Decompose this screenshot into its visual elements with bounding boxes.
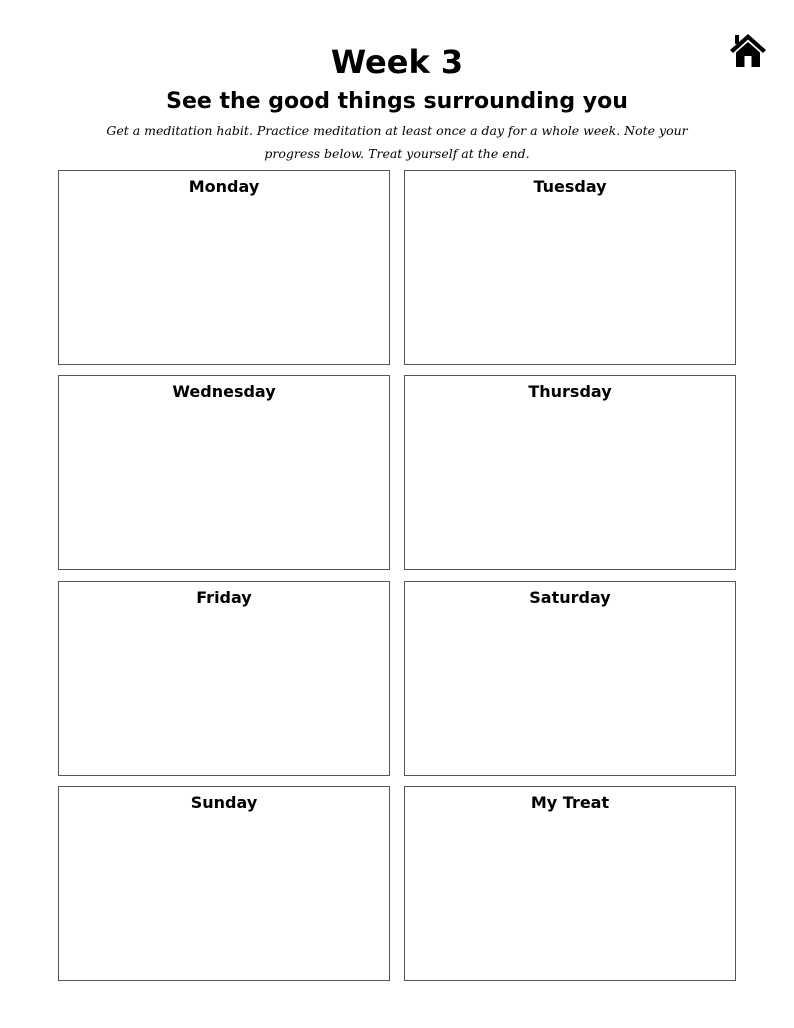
monday-label: Monday	[188, 177, 260, 196]
my-treat-label: My Treat	[530, 793, 610, 812]
friday-box[interactable]	[58, 581, 390, 776]
friday-label: Friday	[196, 588, 252, 607]
tuesday-box[interactable]	[404, 170, 736, 365]
home-icon[interactable]	[729, 31, 767, 69]
my-treat-box[interactable]	[404, 786, 736, 981]
thursday-label: Thursday	[528, 382, 612, 401]
thursday-box[interactable]	[404, 375, 736, 570]
sunday-label: Sunday	[190, 793, 258, 812]
wednesday-label: Wednesday	[172, 382, 276, 401]
sunday-box[interactable]	[58, 786, 390, 981]
saturday-box[interactable]	[404, 581, 736, 776]
page-title: Week 3	[330, 43, 464, 81]
monday-box[interactable]	[58, 170, 390, 365]
page-subtitle: See the good things surrounding you	[166, 89, 628, 114]
wednesday-box[interactable]	[58, 375, 390, 570]
tuesday-label: Tuesday	[533, 177, 607, 196]
instructions-text: Get a meditation habit. Practice meditation at least once a day for a whole week. Note your progress below. Treat yourself at the end.	[106, 123, 688, 161]
saturday-label: Saturday	[529, 588, 611, 607]
